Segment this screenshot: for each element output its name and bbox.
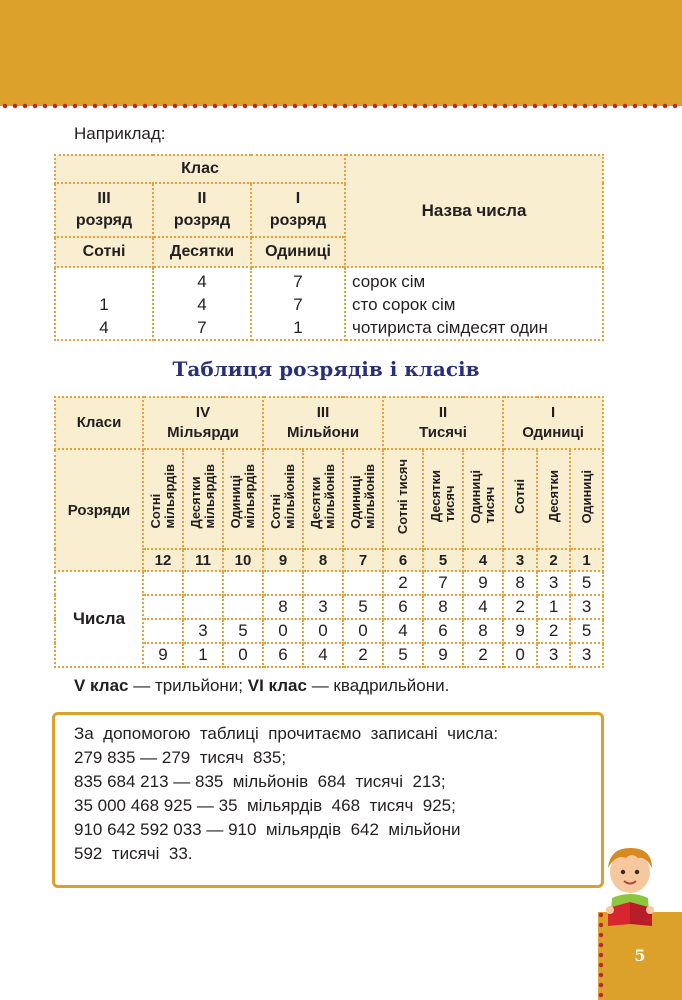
rank-cell — [183, 449, 223, 549]
box-line: 592 тисячі 33. — [74, 844, 193, 863]
rank-number: 10 — [223, 549, 263, 571]
rank-number: 6 — [383, 549, 423, 571]
rank-cell — [570, 449, 603, 549]
digit-cell: 3 — [303, 595, 343, 619]
digit-cell: 2 — [537, 619, 570, 643]
rank-number: 2 — [537, 549, 570, 571]
digit-cell: 5 — [223, 619, 263, 643]
digit-cell: 5 — [570, 571, 603, 595]
class-millions — [263, 397, 383, 449]
box-line: 835 684 213 — 835 мільйонів 684 тисячі 213; — [74, 772, 446, 791]
digit-cell — [143, 595, 183, 619]
rank-number: 11 — [183, 549, 223, 571]
rank-cell — [463, 449, 503, 549]
rank-roman: I — [295, 190, 301, 207]
rank-name: Одиниці мільйонів — [348, 464, 378, 529]
digit-cell: 9 — [143, 643, 183, 667]
rank-cell — [503, 449, 537, 549]
rank-cell — [303, 449, 343, 549]
rank-name: Одиниці мільярдів — [228, 464, 257, 529]
rank-cell — [343, 449, 383, 549]
digit-cell: 8 — [263, 595, 303, 619]
digit-cell: 5 — [570, 619, 603, 643]
rank-cell — [263, 449, 303, 549]
rank-roman: III — [97, 190, 111, 207]
cell: 1 — [99, 295, 109, 314]
digit-cell: 0 — [263, 619, 303, 643]
cell: 7 — [293, 272, 303, 291]
digit-cell: 5 — [383, 643, 423, 667]
digit-cell: 4 — [463, 595, 503, 619]
digit-cell: 7 — [423, 571, 463, 595]
rank-number: 3 — [503, 549, 537, 571]
digit-cell: 6 — [423, 619, 463, 643]
cell: 4 — [197, 272, 207, 291]
rank-number: 4 — [463, 549, 503, 571]
rank-name: Десятки — [545, 470, 561, 523]
class-roman: III — [316, 404, 330, 421]
example-body-row — [55, 267, 603, 340]
vi-class-text: — квадрильйони. — [306, 676, 450, 695]
top-banner — [0, 0, 682, 106]
digit-cell: 2 — [503, 595, 537, 619]
rank-1-header — [251, 183, 345, 237]
rank-cell — [423, 449, 463, 549]
number-names-column — [345, 267, 603, 340]
class-name: Тисячі — [419, 424, 467, 441]
digit-cell: 0 — [303, 619, 343, 643]
box-line: 910 642 592 033 — 910 мільярдів 642 мільйони — [74, 820, 461, 839]
higher-classes-note — [74, 676, 449, 696]
digit-cell: 8 — [423, 595, 463, 619]
digit-cell: 2 — [383, 571, 423, 595]
digit-cell — [183, 571, 223, 595]
cell: 7 — [197, 318, 207, 337]
rank-number: 8 — [303, 549, 343, 571]
cell: 1 — [293, 318, 303, 337]
cell: 4 — [99, 318, 109, 337]
digit-cell — [143, 619, 183, 643]
numbers-label: Числа — [55, 571, 143, 667]
hundreds-header: Сотні — [55, 237, 153, 267]
rank-word: розряд — [269, 212, 327, 229]
class-name: Мільярди — [167, 424, 239, 441]
classes-label: Класи — [55, 397, 143, 449]
digit-cell: 4 — [303, 643, 343, 667]
digit-cell: 3 — [537, 643, 570, 667]
table-title: Таблиця розрядів і класів — [172, 357, 480, 381]
class-units — [503, 397, 603, 449]
example-header-row — [55, 155, 603, 183]
digit-cell — [143, 571, 183, 595]
number-name-header: Назва числа — [345, 155, 603, 267]
rank-cell — [537, 449, 570, 549]
rank-name: Сотні мільйонів — [268, 464, 298, 529]
class-roman: II — [438, 404, 448, 421]
class-roman: IV — [195, 404, 211, 421]
digit-cell — [223, 595, 263, 619]
intro-text: Наприклад: — [74, 124, 166, 143]
digit-cell: 9 — [463, 571, 503, 595]
cell: 4 — [197, 295, 207, 314]
digit-cell: 3 — [183, 619, 223, 643]
rank-roman: II — [197, 190, 207, 207]
class-name: Мільйони — [286, 424, 360, 441]
digit-cell: 1 — [183, 643, 223, 667]
digit-cell: 8 — [503, 571, 537, 595]
page-number: 5 — [634, 946, 646, 965]
rank-word: розряд — [173, 212, 231, 229]
rank-name: Сотні — [512, 479, 528, 514]
rank-number: 5 — [423, 549, 463, 571]
digit-cell: 5 — [343, 595, 383, 619]
rank-word: розряд — [75, 212, 133, 229]
rank-name: Одиниці — [578, 469, 594, 524]
digit-cell: 0 — [503, 643, 537, 667]
digit-cell: 9 — [503, 619, 537, 643]
digit-cell: 0 — [223, 643, 263, 667]
digit-cell: 4 — [383, 619, 423, 643]
v-class-text: — трильйони; — [128, 676, 248, 695]
rank-3-header — [55, 183, 153, 237]
class-thousands — [383, 397, 503, 449]
number-row — [55, 571, 603, 595]
rank-number: 7 — [343, 549, 383, 571]
digit-cell: 2 — [343, 643, 383, 667]
ranks-classes-table — [54, 396, 604, 668]
ones-header: Одиниці — [251, 237, 345, 267]
cell: 7 — [293, 295, 303, 314]
digit-cell: 1 — [537, 595, 570, 619]
rank-cell — [223, 449, 263, 549]
ranks-label: Розряди — [55, 449, 143, 571]
rank-number: 1 — [570, 549, 603, 571]
rank-name: Сотні тисяч — [395, 458, 411, 535]
example-table — [54, 154, 604, 341]
digit-cell: 6 — [263, 643, 303, 667]
class-billions — [143, 397, 263, 449]
hundreds-column — [55, 267, 153, 340]
class-name: Одиниці — [522, 424, 584, 441]
reading-boy-illustration — [594, 838, 666, 928]
box-line: 35 000 468 925 — 35 мільярдів 468 тисяч 925; — [74, 796, 456, 815]
number-name: чотириста сімдесят один — [352, 318, 548, 337]
number-name: сто сорок сім — [352, 295, 456, 314]
ones-column — [251, 267, 345, 340]
ranks-row — [55, 449, 603, 549]
rank-number: 9 — [263, 549, 303, 571]
rank-number: 12 — [143, 549, 183, 571]
rank-name: Десятки мільйонів — [308, 464, 338, 529]
classes-row — [55, 397, 603, 449]
digit-cell — [223, 571, 263, 595]
tens-header: Десятки — [153, 237, 251, 267]
rank-name: Десятки тисяч — [428, 470, 458, 523]
rank-name: Десятки мільярдів — [188, 464, 217, 529]
box-line: За допомогою таблиці прочитаємо записані числа: — [74, 724, 499, 743]
digit-cell: 6 — [383, 595, 423, 619]
digit-cell: 3 — [570, 595, 603, 619]
cell — [56, 270, 152, 293]
dotted-border-top — [0, 103, 682, 109]
rank-name: Одиниці тисяч — [468, 469, 498, 524]
digit-cell — [343, 571, 383, 595]
rank-name: Сотні мільярдів — [148, 464, 177, 529]
rank-cell — [143, 449, 183, 549]
digit-cell: 3 — [570, 643, 603, 667]
v-class-label: V клас — [74, 676, 129, 695]
class-roman: I — [550, 404, 556, 421]
digit-cell: 3 — [537, 571, 570, 595]
digit-cell — [303, 571, 343, 595]
digit-cell — [183, 595, 223, 619]
digit-cell — [263, 571, 303, 595]
vi-class-label: VI клас — [247, 676, 307, 695]
digit-cell: 2 — [463, 643, 503, 667]
class-header: Клас — [55, 155, 345, 183]
digit-cell: 8 — [463, 619, 503, 643]
box-line: 279 835 — 279 тисяч 835; — [74, 748, 287, 767]
digit-cell: 9 — [423, 643, 463, 667]
rank-cell — [383, 449, 423, 549]
number-name: сорок сім — [352, 272, 426, 291]
rank-2-header — [153, 183, 251, 237]
digit-cell: 0 — [343, 619, 383, 643]
tens-column — [153, 267, 251, 340]
